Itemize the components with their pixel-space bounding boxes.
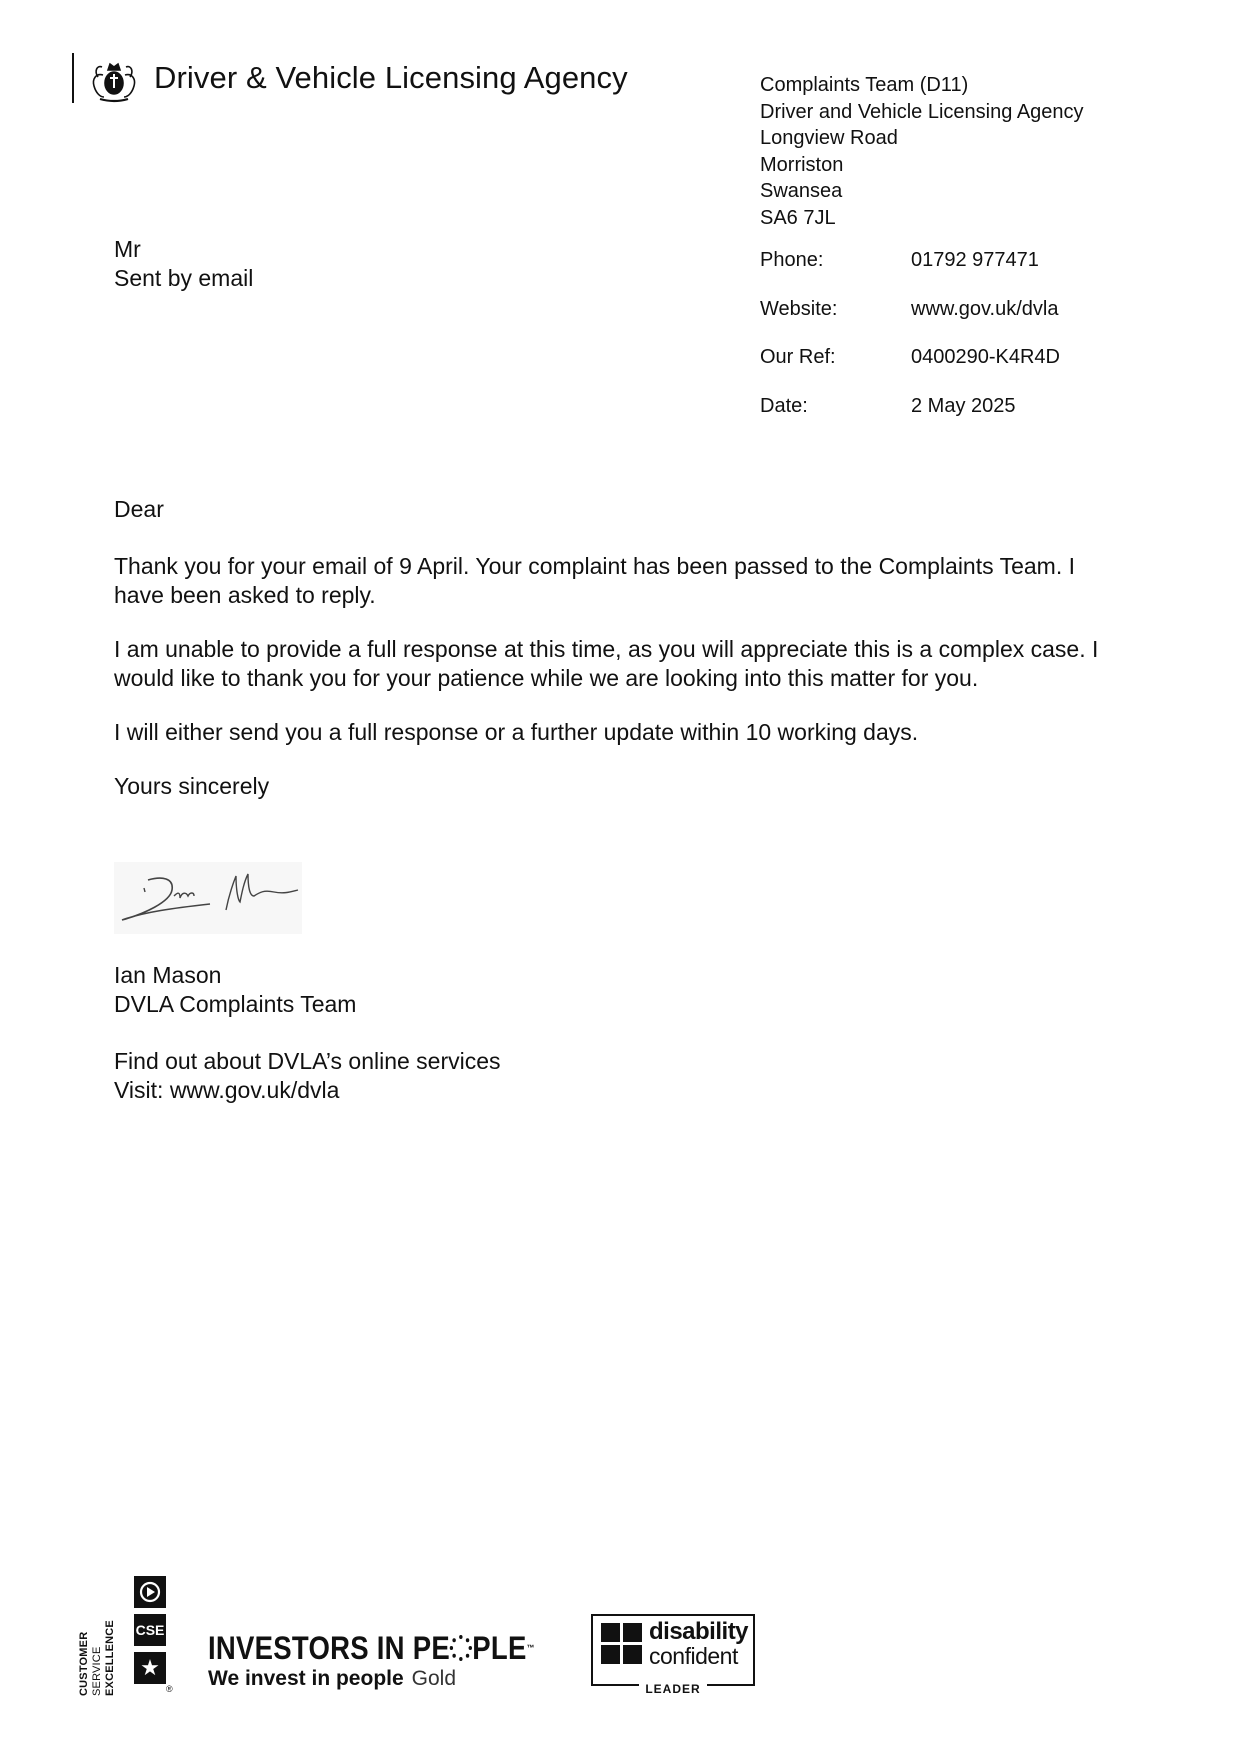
agency-name: Driver & Vehicle Licensing Agency (154, 60, 628, 95)
iip-tagline: We invest in people Gold (208, 1667, 457, 1690)
dc-level: LEADER (593, 1680, 753, 1698)
website-label: Website: (760, 297, 838, 320)
sender-line: Longview Road (760, 127, 898, 149)
agency-logo (72, 52, 628, 104)
website-value: www.gov.uk/dvla (911, 297, 1059, 320)
disability-confident-logo (591, 1614, 755, 1696)
registered-mark-icon: ® (166, 1684, 173, 1694)
phone-value: 01792 977471 (911, 249, 1039, 271)
signatory-name: Ian Mason (114, 962, 222, 988)
date-value: 2 May 2025 (911, 394, 1016, 417)
logo-divider (72, 53, 74, 103)
sender-line: Swansea (760, 180, 843, 202)
sender-line: Driver and Vehicle Licensing Agency (760, 100, 1084, 123)
closing: Yours sincerely (114, 773, 270, 799)
investors-in-people-logo (208, 1631, 588, 1692)
signoff-block (114, 961, 501, 1105)
online-services-text: Find out about DVLA’s online services (114, 1048, 501, 1074)
cse-text: SERVICE (91, 1646, 103, 1696)
recipient-address (114, 235, 253, 293)
recipient-name: Mr (114, 236, 141, 262)
letter-body (114, 495, 1124, 801)
star-icon: ★ (134, 1652, 166, 1684)
sender-line: SA6 7JL (760, 206, 836, 229)
body-paragraph: I am unable to provide a full response at this time, as you will appreciate this is a complex case. I would like to thank you for your patience while we are looking into this matter for you. (114, 636, 1099, 691)
iip-title: INVESTORS IN PE PLE™ (208, 1630, 535, 1666)
accreditation-footer (78, 1576, 778, 1696)
handwritten-signature (114, 862, 302, 934)
recipient-delivery: Sent by email (114, 265, 254, 291)
disability-confident-icon (601, 1623, 643, 1665)
body-paragraph: I will either send you a full response or a further update within 10 working days. (114, 719, 919, 745)
cse-badge: CSE (134, 1614, 166, 1646)
reference-value: 0400290-K4R4D (911, 346, 1060, 368)
sender-address (760, 72, 1084, 231)
royal-crest-icon (86, 53, 142, 103)
play-icon (134, 1576, 166, 1608)
visit-website-text: Visit: www.gov.uk/dvla (114, 1077, 340, 1103)
signature-icon (114, 862, 302, 934)
salutation: Dear (114, 496, 164, 522)
dc-text: confident (649, 1643, 738, 1669)
iip-level: Gold (411, 1667, 457, 1690)
cse-text: EXCELLENCE (104, 1620, 116, 1696)
date-label: Date: (760, 394, 808, 417)
signatory-team: DVLA Complaints Team (114, 991, 357, 1017)
reference-label: Our Ref: (760, 346, 836, 368)
cse-text: CUSTOMER (78, 1631, 90, 1696)
sunburst-icon (450, 1633, 472, 1659)
phone-label: Phone: (760, 249, 824, 271)
sender-line: Morriston (760, 153, 844, 176)
customer-service-excellence-logo (78, 1576, 178, 1696)
sender-line: Complaints Team (D11) (760, 74, 969, 96)
dc-text: disability (649, 1618, 749, 1645)
body-paragraph: Thank you for your email of 9 April. Your complaint has been passed to the Complaints Team. I have been asked to reply. (114, 553, 1076, 608)
